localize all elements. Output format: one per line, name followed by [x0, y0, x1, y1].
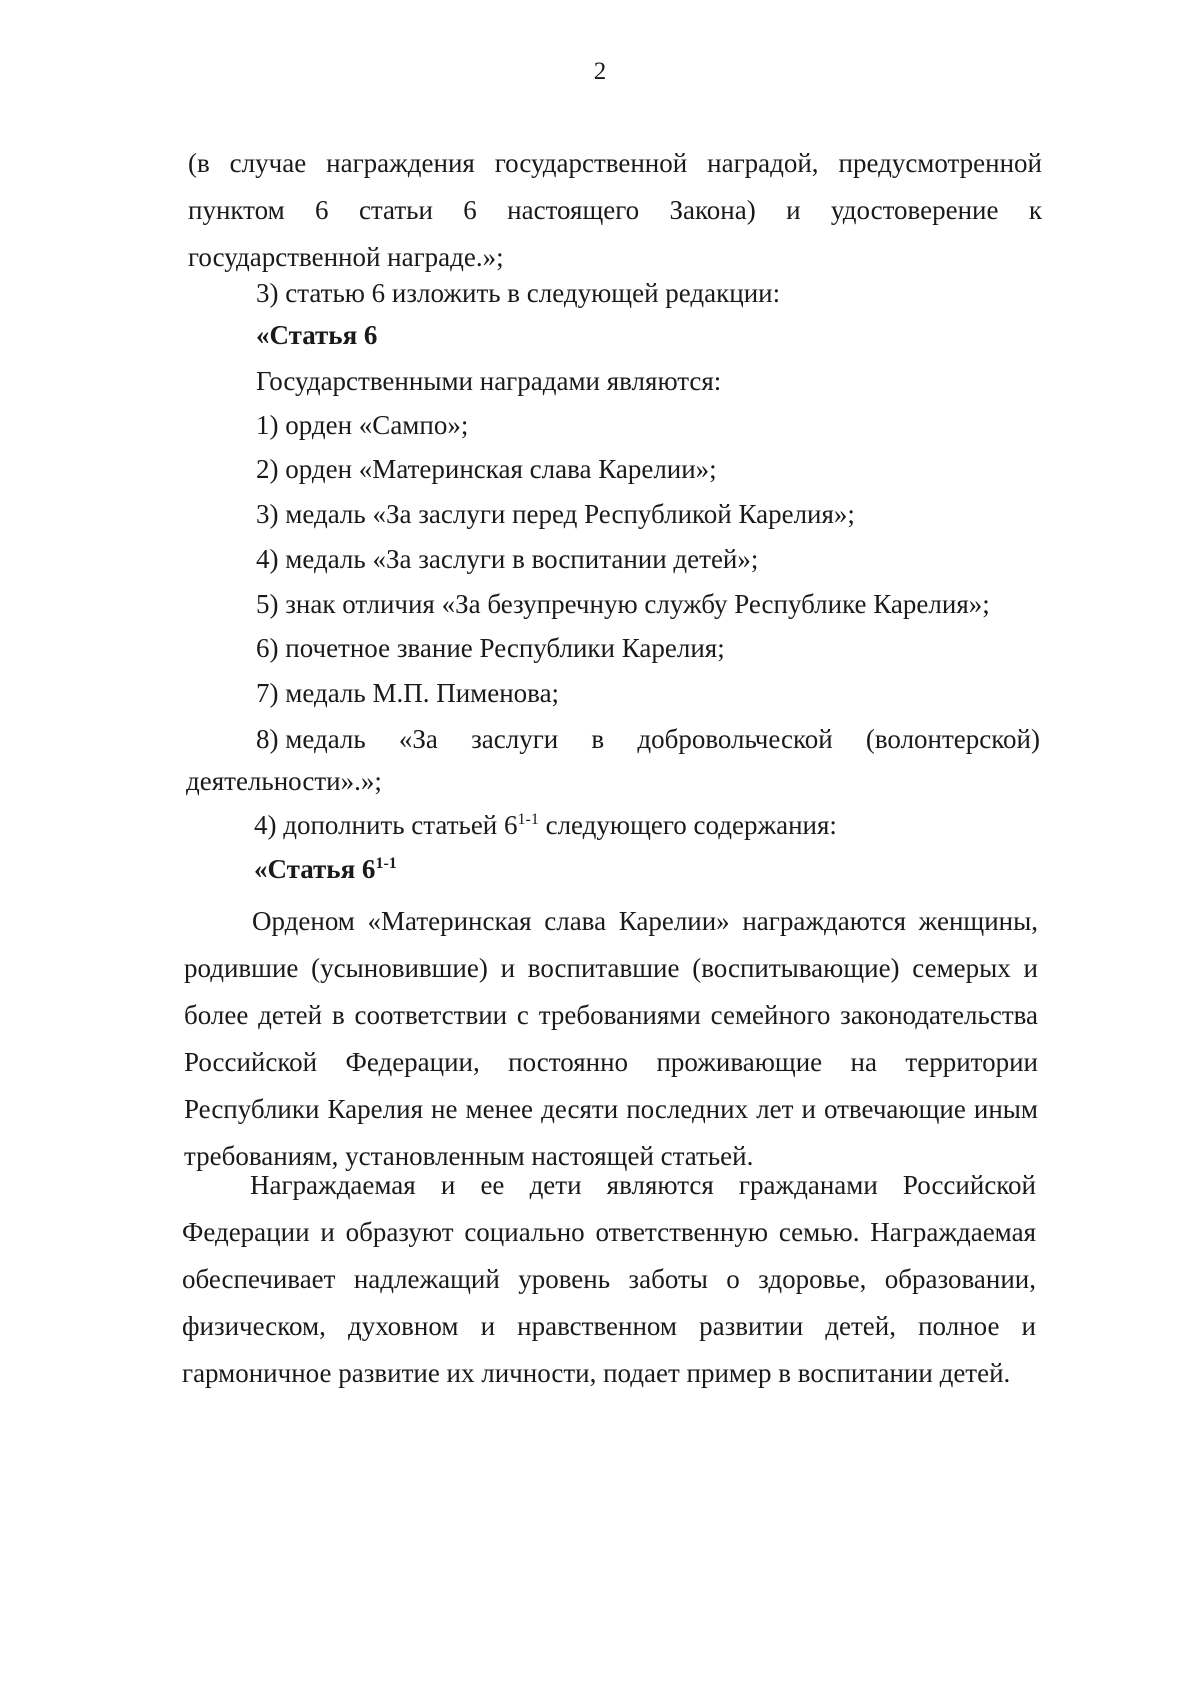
amendment-item-4-text: 4) дополнить статьей 6 — [254, 810, 518, 840]
amendment-item-4-text-end: следующего содержания: — [538, 810, 837, 840]
superscript: 1-1 — [375, 855, 397, 872]
article-6-1-1-heading-text: «Статья 6 — [254, 854, 376, 884]
award-item-1: 1) орден «Сампо»; — [256, 410, 469, 440]
award-item-5: 5) знак отличия «За безупречную службу Республике Карелия»; — [256, 589, 990, 619]
award-8-word: 8) медаль — [256, 724, 366, 754]
article-6-heading: «Статья 6 — [256, 320, 378, 350]
award-item-3: 3) медаль «За заслуги перед Республикой Карелия»; — [256, 499, 855, 529]
superscript: 1-1 — [517, 811, 539, 828]
article-6-1-1-paragraph-1: Орденом «Материнская слава Карелии» награждаются женщины, родившие (усыновившие) и воспитавшие (воспитывающие) семерых и более детей в соответствии с требованиями семейного законодательства Российской Федерации, постоянно проживающие на территории Республики Карелия не менее десяти последних лет и отвечающие иным требованиям, установленным настоящей статьей. — [184, 906, 1038, 1171]
amendment-item-4 — [254, 808, 837, 842]
article-6-1-1-heading — [254, 852, 397, 886]
award-8-word: заслуги — [471, 724, 559, 754]
award-item-4: 4) медаль «За заслуги в воспитании детей»; — [256, 544, 759, 574]
award-item-8 — [256, 722, 1040, 756]
award-8-word: «За — [398, 724, 438, 754]
article-6-intro: Государственными наградами являются: — [256, 366, 722, 396]
award-item-8-continuation: деятельности».»; — [186, 766, 382, 796]
article-6-1-1-paragraph-2: Награждаемая и ее дети являются гражданами Российской Федерации и образуют социально ответственную семью. Награждаемая обеспечивает надлежащий уровень заботы о здоровье, образовании, физическом, духовном и нравственном развитии детей, полное и гармоничное развитие их личности, подает пример в воспитании детей. — [182, 1170, 1036, 1388]
amendment-item-3: 3) статью 6 изложить в следующей редакции: — [256, 278, 781, 308]
award-item-2: 2) орден «Материнская слава Карелии»; — [256, 454, 717, 484]
intro-paragraph: (в случае награждения государственной наградой, предусмотренной пунктом 6 статьи 6 настоящего Закона) и удостоверение к государственной награде.»; — [188, 148, 1042, 272]
page-number: 2 — [593, 58, 607, 85]
award-item-6: 6) почетное звание Республики Карелия; — [256, 633, 725, 663]
award-item-7: 7) медаль М.П. Пименова; — [256, 678, 560, 708]
award-8-word: добровольческой — [637, 724, 833, 754]
award-8-word: в — [591, 724, 605, 754]
award-8-word: (волонтерской) — [865, 724, 1040, 754]
